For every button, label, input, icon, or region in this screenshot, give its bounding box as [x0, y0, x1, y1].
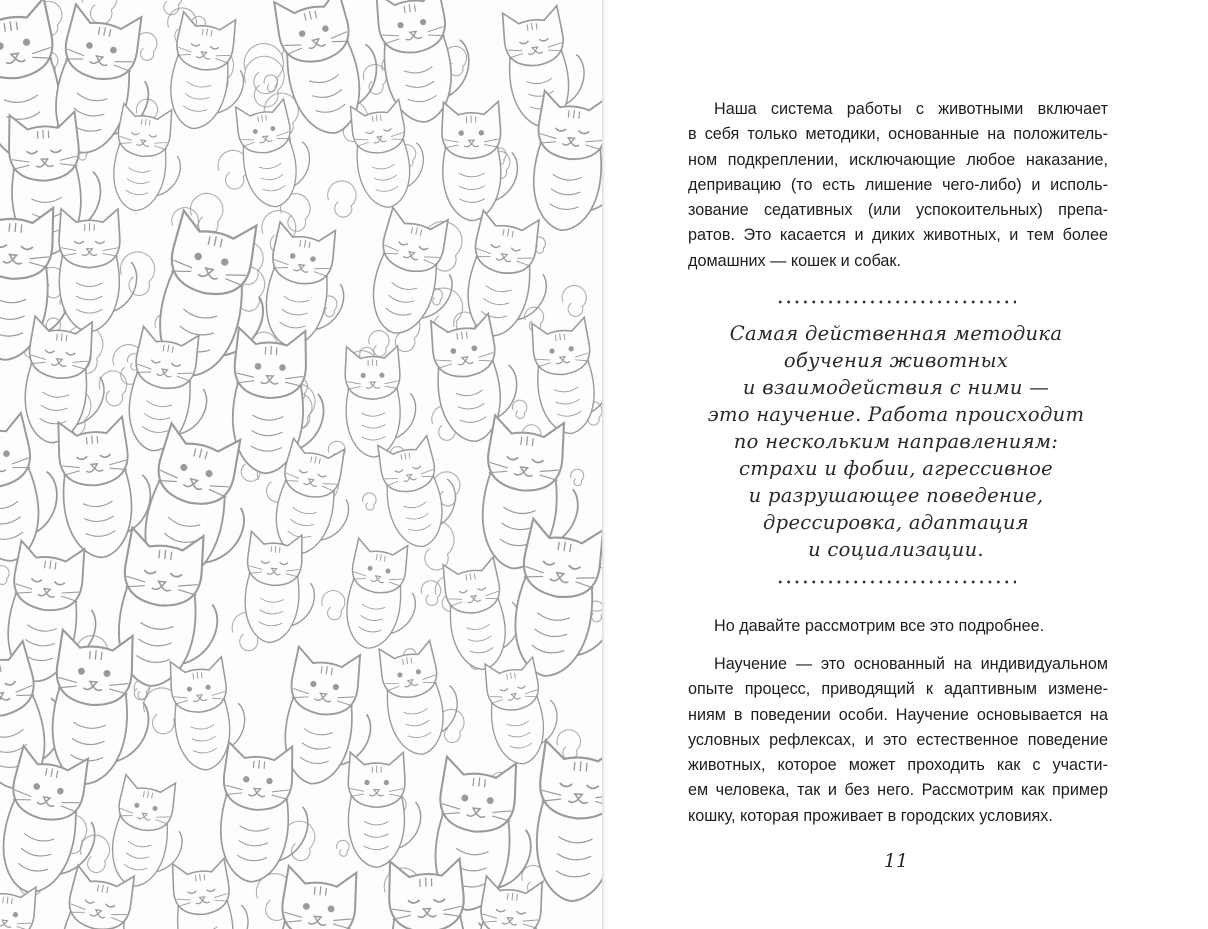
- cat-doodle: [59, 209, 137, 332]
- cat-doodle: [429, 311, 524, 445]
- paragraph-3-line: животных, которое может проходить как с участи-: [688, 756, 1108, 775]
- cat-doodle: [460, 210, 557, 344]
- paragraph-1-line: зование седативных (или успокоительных) препа-: [688, 201, 1108, 220]
- cat-doodle: [377, 638, 465, 759]
- quote-line: это научение. Работа происходит: [707, 403, 1085, 426]
- page-number: 11: [883, 850, 909, 872]
- cat-pattern-illustration: [0, 0, 602, 929]
- cat-doodle: [259, 222, 353, 354]
- paragraph-1-line: депривацию (то есть лишение чего-либо) и исполь-: [688, 175, 1108, 194]
- cat-doodle: [348, 752, 421, 867]
- paragraph-3: [688, 652, 1108, 829]
- cat-doodle: [364, 207, 466, 343]
- highlighted-quote: [686, 320, 1106, 563]
- quote-line: и социализации.: [808, 538, 984, 561]
- paragraph-1: [688, 97, 1108, 274]
- cat-doodle: [374, 0, 476, 126]
- cat-doodle: [345, 346, 417, 458]
- paragraph-1-line: домашних — кошек и собак.: [688, 251, 901, 270]
- cat-pattern-svg: [0, 0, 602, 929]
- paragraph-1-line: в себя только методики, основанные на положитель-: [688, 125, 1108, 144]
- paragraph-3-line: кошку, которая проживает в городских условиях.: [688, 806, 1053, 825]
- quote-line: по нескольким направлениям:: [733, 430, 1059, 453]
- paragraph-2-line: Но давайте рассмотрим все это подробнее.: [714, 617, 1045, 635]
- right-page: [606, 0, 1208, 929]
- quote-line: обучения животных: [783, 349, 1009, 372]
- dotted-divider-bottom: [776, 580, 1016, 584]
- quote-line: и взаимодействия с ними —: [742, 376, 1050, 399]
- paragraph-3-line: ем человека, так и без него. Рассмотрим как пример: [688, 781, 1108, 800]
- paragraph-3-line: опыте процесс, приводящий к адаптивным измене-: [688, 680, 1108, 699]
- paragraph-3-line: условных рефлексах, и это естественное поведение: [688, 730, 1108, 749]
- cat-doodle: [272, 866, 379, 929]
- paragraph-3-line: ниям в поведении особи. Научение основывается на: [688, 705, 1108, 724]
- cat-doodle: [376, 432, 464, 551]
- cat-doodle: [341, 538, 424, 654]
- quote-line: Самая действенная методика: [729, 322, 1063, 345]
- quote-line: дрессировка, адаптация: [763, 511, 1029, 534]
- paragraph-2: [688, 614, 1108, 639]
- quote-line: и разрушающее поведение,: [748, 484, 1044, 507]
- paragraph-3-line: Научение — это основанный на индивидуальном: [714, 655, 1108, 673]
- cat-doodle: [530, 315, 602, 436]
- cat-doodle: [532, 740, 602, 905]
- paragraph-1-line: ратов. Это касается и диких животных, и тем более: [688, 226, 1108, 245]
- cat-doodle: [442, 101, 519, 221]
- cat-doodle: [109, 103, 188, 215]
- cat-doodle: [441, 555, 526, 674]
- paragraph-1-line: Наша система работы с животными включает: [714, 100, 1108, 118]
- paragraph-1-line: ном подкреплении, исключающие любое наказание,: [688, 150, 1108, 169]
- quote-line: страхи и фобии, агрессивное: [739, 457, 1053, 480]
- dotted-divider-top: [776, 300, 1016, 304]
